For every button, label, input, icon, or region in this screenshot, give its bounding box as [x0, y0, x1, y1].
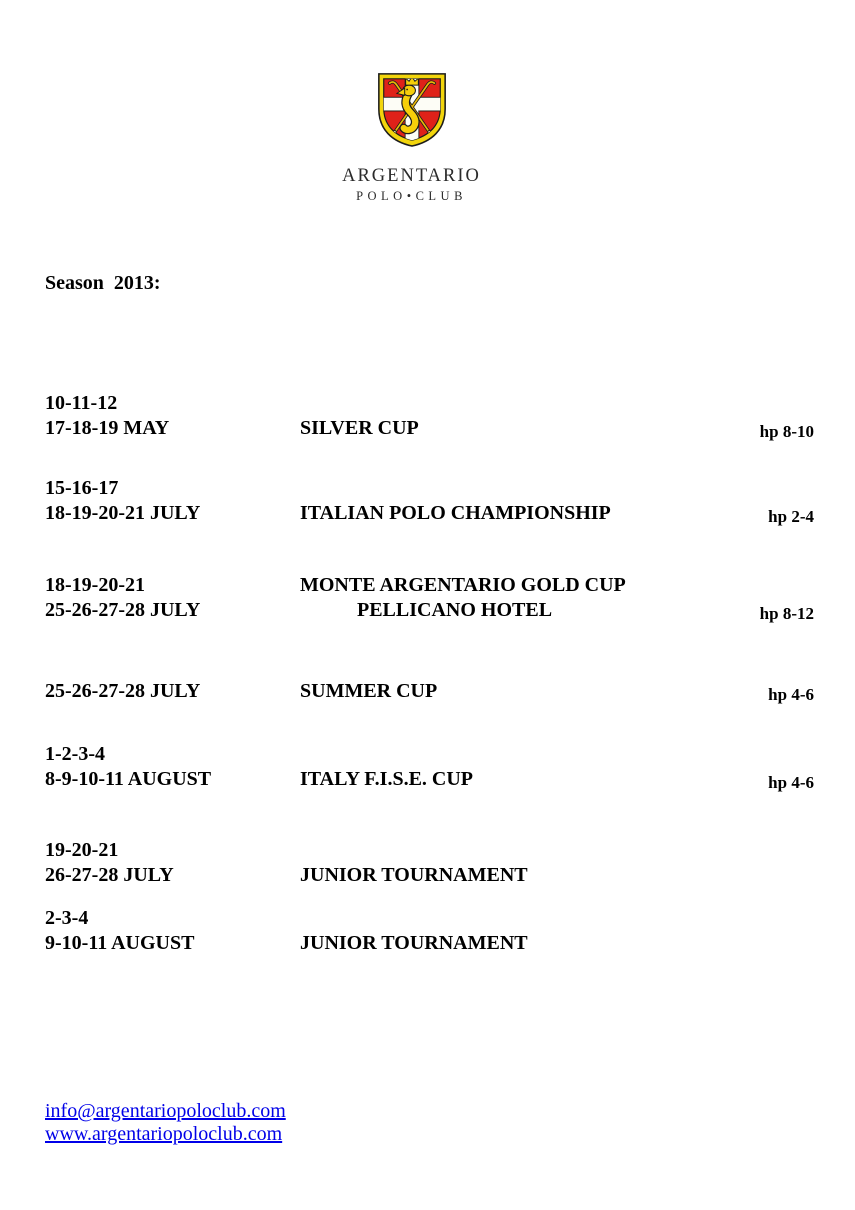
club-subtitle: POLO•CLUB — [356, 189, 467, 203]
event-name: SILVER CUP — [300, 417, 419, 439]
season-heading: Season 2013: — [45, 272, 161, 294]
event-name: JUNIOR TOURNAMENT — [300, 864, 528, 886]
event-dates: 19-20-21 26-27-28 JULY — [45, 839, 174, 886]
event-name: ITALIAN POLO CHAMPIONSHIP — [300, 502, 611, 524]
website-link[interactable]: www.argentariopoloclub.com — [45, 1123, 283, 1145]
event-handicap: hp 2-4 — [768, 507, 814, 526]
event-handicap: hp 4-6 — [768, 773, 814, 792]
contact-links — [45, 1100, 286, 1146]
event-name: SUMMER CUP — [300, 680, 438, 702]
email-link[interactable]: info@argentariopoloclub.com — [45, 1100, 286, 1122]
event-dates: 1-2-3-4 8-9-10-11 AUGUST — [45, 743, 212, 790]
event-dates: 2-3-4 9-10-11 AUGUST — [45, 907, 195, 954]
club-logo — [0, 70, 823, 203]
event-handicap: hp 4-6 — [768, 685, 814, 704]
club-crest-icon — [374, 70, 450, 148]
event-handicap: hp 8-10 — [759, 422, 814, 441]
event-dates: 15-16-17 18-19-20-21 JULY — [45, 477, 201, 524]
event-name: MONTE ARGENTARIO GOLD CUP PELLICANO HOTEL — [300, 574, 626, 621]
event-dates: 25-26-27-28 JULY — [45, 680, 201, 702]
club-name: ARGENTARIO — [342, 166, 481, 186]
event-dates: 18-19-20-21 25-26-27-28 JULY — [45, 574, 201, 621]
event-handicap: hp 8-12 — [759, 604, 814, 623]
event-dates: 10-11-12 17-18-19 MAY — [45, 392, 170, 439]
event-name: ITALY F.I.S.E. CUP — [300, 768, 474, 790]
event-name: JUNIOR TOURNAMENT — [300, 932, 528, 954]
